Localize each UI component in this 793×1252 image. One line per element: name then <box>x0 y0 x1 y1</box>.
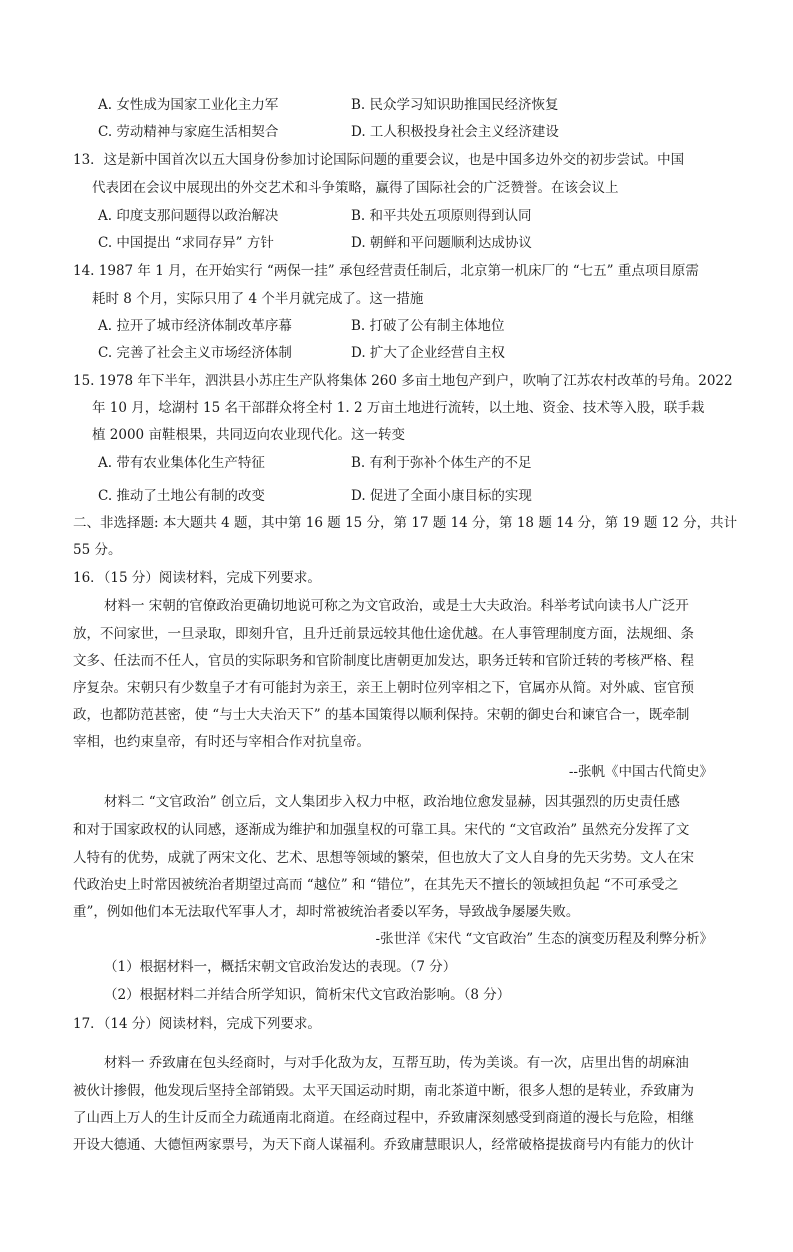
q12-option-c: C. 劳动精神与家庭生活相契合 <box>98 124 279 140</box>
q13-stem-line-2: 代表团在会议中展现出的外交艺术和斗争策略，赢得了国际社会的广泛赞誉。在该会议上 <box>92 180 619 196</box>
q12-option-a: A. 女性成为国家工业化主力军 <box>98 97 279 113</box>
q17-material-1-line-3: 了山西上万人的生计反而全力疏通南北商道。在经商过程中，乔致庸深刻感受到商道的漫长与危险，相继 <box>73 1110 694 1126</box>
q12-option-d: D. 工人积极投身社会主义经济建设 <box>351 124 559 140</box>
q16-material-1-source: --张帆《中国古代简史》 <box>568 764 713 780</box>
q15-option-c: C. 推动了土地公有制的改变 <box>98 488 265 504</box>
q13-option-b: B. 和平共处五项原则得到认同 <box>351 208 532 224</box>
q15-option-d: D. 促进了全面小康目标的实现 <box>351 488 532 504</box>
q16-heading: 16．（15 分）阅读材料，完成下列要求。 <box>73 570 321 586</box>
q13-stem-line-1: 13．这是新中国首次以五大国身份参加讨论国际问题的重要会议，也是中国多边外交的初步尝试。中国 <box>73 152 685 168</box>
q15-stem-line-1: 15. 1978 年下半年，泗洪县小苏庄生产队将集体 260 多亩土地包产到户，吹响了江苏农村改革的号角。2022 <box>73 373 733 389</box>
q16-material-2-line-5: 重”，例如他们本无法取代军事人才，却时常被统治者委以军务，导致战争屡屡失败。 <box>73 904 580 920</box>
q12-option-b: B. 民众学习知识助推国民经济恢复 <box>351 97 559 113</box>
q16-material-2-source: -张世洋《宋代 “文官政治” 生态的演变历程及利弊分析》 <box>375 931 713 947</box>
q17-material-1-line-1: 材料一 乔致庸在包头经商时，与对手化敌为友，互帮互助，传为美谈。有一次，店里出售的胡麻油 <box>104 1055 689 1071</box>
q15-stem-line-3: 植 2000 亩鞋根果，共同迈向农业现代化。这一转变 <box>92 427 405 443</box>
q16-material-2-line-1: 材料二 “文官政治” 创立后，文人集团步入权力中枢，政治地位愈发显赫，因其强烈的历史责任感 <box>104 794 680 810</box>
q13-option-c: C. 中国提出 “求同存异” 方针 <box>98 235 274 251</box>
q16-material-1-line-4: 序复杂。宋朝只有少数皇子才有可能封为亲王，亲王上朝时位列宰相之下，官属亦从简。对外戚、宦官预 <box>73 680 694 696</box>
q14-option-d: D. 扩大了企业经营自主权 <box>351 345 505 361</box>
q16-material-1-line-2: 放，不问家世，一旦录取，即刻升官，且升迁前景远较其他仕途优越。在人事管理制度方面，法规细、条 <box>73 626 694 642</box>
q16-material-2-line-4: 代政治史上时常因被统治者期望过高而 “越位” 和 “错位”，在其先天不擅长的领域担负起 “不可承受之 <box>73 877 679 893</box>
q17-material-1-line-4: 开设大德通、大德恒两家票号，为天下商人谋福利。乔致庸慧眼识人，经常破格提拔商号内有能力的伙计 <box>73 1137 694 1153</box>
q16-material-1-line-5: 政，也都防范甚密，使 “与士大夫治天下” 的基本国策得以顺利保持。宋朝的御史台和谏官合一，既牵制 <box>73 707 690 723</box>
q15-option-a: A. 带有农业集体化生产特征 <box>98 455 265 471</box>
q16-material-2-line-2: 和对于国家政权的认同感，逐渐成为维护和加强皇权的可靠工具。宋代的 “文官政治” 虽然充分发挥了文 <box>73 822 690 838</box>
q14-stem-line-2: 耗时 8 个月，实际只用了 4 个半月就完成了。这一措施 <box>92 291 424 307</box>
q14-option-a: A. 拉开了城市经济体制改革序幕 <box>98 318 292 334</box>
q16-material-1-line-3: 文多、任法而不任人，官员的实际职务和官阶制度比唐朝更加发达，职务迁转和官阶迁转的考核严格、程 <box>73 653 694 669</box>
q15-stem-line-2: 年 10 月，埝湖村 15 名干部群众将全村 1. 2 万亩土地进行流转，以土地、资金、技术等入股，联手栽 <box>92 400 705 416</box>
section-2-heading-line-2: 55 分。 <box>73 542 122 558</box>
q13-option-a: A. 印度支那问题得以政治解决 <box>98 208 279 224</box>
q16-requirement-1: （1）根据材料一，概括宋朝文官政治发达的表现。（7 分） <box>104 959 457 975</box>
q16-material-1-line-6: 宰相，也约束皇帝，有时还与宰相合作对抗皇帝。 <box>73 734 370 750</box>
q14-option-c: C. 完善了社会主义市场经济体制 <box>98 345 292 361</box>
q16-material-1-line-1: 材料一 宋朝的官僚政治更确切地说可称之为文官政治，或是士大夫政治。科举考试向读书人广泛开 <box>104 598 689 614</box>
q16-material-2-line-3: 人特有的优势，成就了两宋文化、艺术、思想等领域的繁荣，但也放大了文人自身的先天劣势。文人在宋 <box>73 850 694 866</box>
q14-stem-line-1: 14. 1987 年 1 月，在开始实行 “两保一挂” 承包经营责任制后，北京第一机床厂的 “七五” 重点项目原需 <box>73 263 699 279</box>
q14-option-b: B. 打破了公有制主体地位 <box>351 318 505 334</box>
section-2-heading-line-1: 二、非选择题: 本大题共 4 题，其中第 16 题 15 分，第 17 题 14 分，第 18 题 14 分，第 19 题 12 分，共计 <box>73 515 738 531</box>
q16-requirement-2: （2）根据材料二并结合所学知识，简析宋代文官政治影响。（8 分） <box>104 987 511 1003</box>
q15-option-b: B. 有利于弥补个体生产的不足 <box>351 455 532 471</box>
q17-heading: 17．（14 分）阅读材料，完成下列要求。 <box>73 1016 321 1032</box>
q13-option-d: D. 朝鲜和平问题顺利达成协议 <box>351 235 532 251</box>
q17-material-1-line-2: 被伙计掺假，他发现后坚持全部销毁。太平天国运动时期，南北茶道中断，很多人想的是转业，乔致庸为 <box>73 1083 694 1099</box>
